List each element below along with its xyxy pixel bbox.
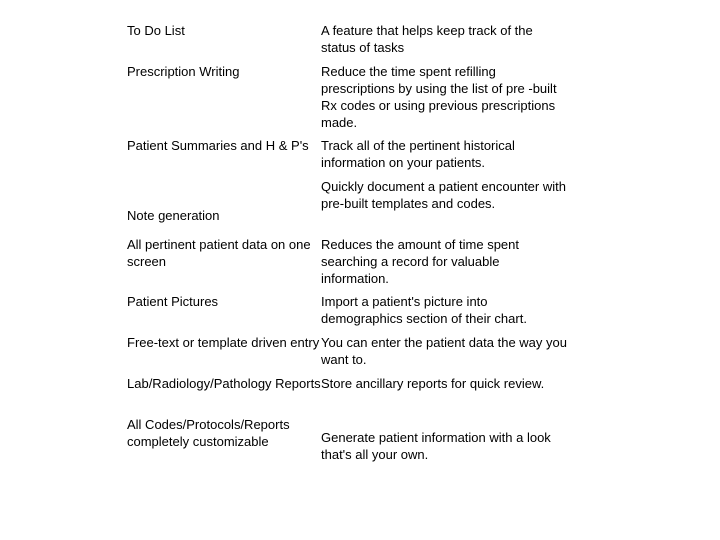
table-row bbox=[127, 334, 577, 375]
feature-description-cell bbox=[321, 416, 571, 476]
feature-name-cell bbox=[127, 178, 321, 236]
feature-description-cell bbox=[321, 63, 571, 137]
feature-description-cell bbox=[321, 137, 571, 178]
table-row bbox=[127, 236, 577, 293]
feature-description: Quickly document a patient encounter with pre-built templates and codes. bbox=[321, 179, 566, 211]
feature-description-cell bbox=[321, 236, 571, 293]
feature-description: Store ancillary reports for quick review. bbox=[321, 376, 545, 391]
feature-description: Reduce the time spent refilling prescriptions by using the list of pre -built Rx codes or using previous prescriptions made. bbox=[321, 64, 557, 130]
feature-name: Patient Summaries and H & P's bbox=[127, 138, 309, 153]
feature-description: A feature that helps keep track of the status of tasks bbox=[321, 23, 533, 55]
feature-name-cell bbox=[127, 334, 321, 375]
feature-name-cell bbox=[127, 63, 321, 137]
table-row bbox=[127, 63, 577, 137]
table-row bbox=[127, 416, 577, 476]
feature-name: All pertinent patient data on one screen bbox=[127, 237, 311, 269]
feature-description: Reduces the amount of time spent searching a record for valuable information. bbox=[321, 237, 520, 286]
feature-name: Patient Pictures bbox=[127, 294, 219, 309]
feature-name-cell bbox=[127, 416, 321, 476]
feature-name-cell bbox=[127, 375, 321, 416]
feature-description-cell bbox=[321, 293, 571, 334]
feature-name: All Codes/Protocols/Reports completely customizable bbox=[127, 417, 290, 449]
feature-name: To Do List bbox=[127, 23, 185, 38]
feature-name: Prescription Writing bbox=[127, 64, 240, 79]
feature-name-cell bbox=[127, 293, 321, 334]
feature-description: Track all of the pertinent historical information on your patients. bbox=[321, 138, 515, 170]
table-row bbox=[127, 178, 577, 236]
feature-description: Import a patient's picture into demographics section of their chart. bbox=[321, 294, 527, 326]
feature-name: Note generation bbox=[127, 208, 220, 223]
feature-description-cell bbox=[321, 375, 571, 416]
feature-name-cell bbox=[127, 236, 321, 293]
table-row bbox=[127, 375, 577, 416]
feature-name-cell bbox=[127, 22, 321, 63]
feature-table bbox=[127, 22, 577, 476]
feature-description-cell bbox=[321, 178, 571, 236]
feature-description-cell bbox=[321, 22, 571, 63]
feature-name-cell bbox=[127, 137, 321, 178]
table-row bbox=[127, 293, 577, 334]
feature-name: Lab/Radiology/Pathology Reports bbox=[127, 376, 321, 391]
feature-name: Free-text or template driven entry bbox=[127, 335, 320, 350]
table-row bbox=[127, 137, 577, 178]
feature-description-cell bbox=[321, 334, 571, 375]
table-row bbox=[127, 22, 577, 63]
feature-description: You can enter the patient data the way you want to. bbox=[321, 335, 567, 367]
feature-description: Generate patient information with a look that's all your own. bbox=[321, 430, 551, 462]
